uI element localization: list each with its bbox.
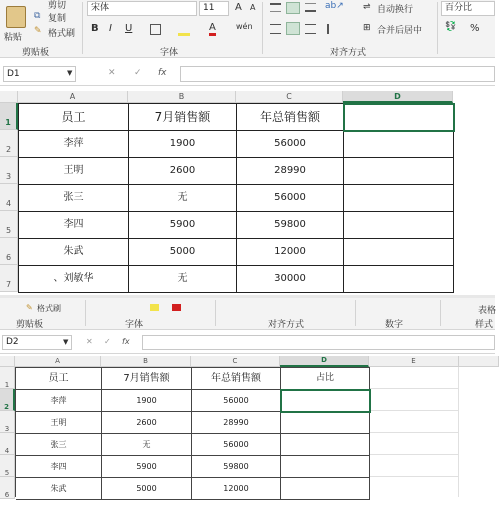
col-header-C[interactable]: C bbox=[236, 91, 343, 103]
align-right-icon[interactable] bbox=[305, 24, 316, 34]
fill-color-icon[interactable] bbox=[178, 24, 190, 36]
col-E-gridlines bbox=[369, 367, 459, 497]
col-header-A-2[interactable]: A bbox=[15, 356, 101, 367]
cell-D4-2[interactable] bbox=[281, 434, 370, 456]
confirm-icon-2[interactable]: ✓ bbox=[104, 337, 111, 346]
align-center-icon[interactable] bbox=[286, 22, 300, 35]
merge-center-icon: ⊞ bbox=[363, 23, 371, 33]
grid-bottom bbox=[0, 354, 495, 499]
active-cell-D1 bbox=[343, 103, 455, 132]
cell-D3-2[interactable] bbox=[281, 412, 370, 434]
wrap-text-icon: ⇌ bbox=[363, 2, 371, 12]
cell-B3[interactable]: 2600 bbox=[129, 158, 237, 185]
header-cell-annual-sales-2[interactable]: 年总销售额 bbox=[192, 368, 281, 390]
header-cell-employee[interactable]: 员工 bbox=[19, 104, 129, 131]
row-header-3-2[interactable]: 3 bbox=[0, 411, 15, 433]
cell-D4[interactable] bbox=[344, 185, 454, 212]
cell-B6-2[interactable]: 5000 bbox=[102, 478, 192, 500]
cell-D7[interactable] bbox=[344, 266, 454, 293]
col-header-C-2[interactable]: C bbox=[191, 356, 280, 367]
cell-B4-2[interactable]: 无 bbox=[102, 434, 192, 456]
cell-B6[interactable]: 5000 bbox=[129, 239, 237, 266]
align-bottom-icon[interactable] bbox=[305, 3, 316, 12]
name-box-2[interactable]: D2 bbox=[2, 335, 72, 350]
row-header-5-2[interactable]: 5 bbox=[0, 455, 15, 477]
row-header-6[interactable]: 6 bbox=[0, 238, 18, 265]
cell-A7[interactable]: 、刘敏华 bbox=[19, 266, 129, 293]
grid-top bbox=[0, 86, 495, 294]
name-box-dropdown-icon[interactable]: ▼ bbox=[67, 69, 73, 77]
ribbon-top bbox=[0, 0, 495, 58]
select-all-corner-2[interactable] bbox=[0, 356, 15, 367]
shrink-font-button[interactable]: A bbox=[250, 3, 256, 12]
format-painter-icon-2: ✎ bbox=[26, 303, 33, 312]
header-cell-july-sales-2[interactable]: 7月销售额 bbox=[102, 368, 192, 390]
name-box[interactable]: D1 bbox=[3, 66, 76, 82]
cell-C7[interactable]: 30000 bbox=[237, 266, 344, 293]
cell-B2[interactable]: 1900 bbox=[129, 131, 237, 158]
cell-C4-2[interactable]: 56000 bbox=[192, 434, 281, 456]
cell-C3-2[interactable]: 28990 bbox=[192, 412, 281, 434]
clipboard-group-label: 剪贴板 bbox=[22, 48, 50, 58]
header-cell-july-sales[interactable]: 7月销售额 bbox=[129, 104, 237, 131]
cell-C6[interactable]: 12000 bbox=[237, 239, 344, 266]
copy-icon: ⧉ bbox=[34, 11, 41, 21]
active-cell-D2-2 bbox=[280, 389, 371, 413]
row-header-2[interactable]: 2 bbox=[0, 130, 18, 157]
cell-B5-2[interactable]: 5900 bbox=[102, 456, 192, 478]
cell-A2-2[interactable]: 李萍 bbox=[16, 390, 102, 412]
col-header-A[interactable]: A bbox=[18, 91, 128, 103]
table-bottom bbox=[15, 367, 370, 497]
col-header-D-2[interactable]: D bbox=[280, 356, 369, 367]
cancel-icon[interactable]: ✕ bbox=[108, 68, 116, 78]
merge-center-button[interactable]: 合并后居中 bbox=[377, 26, 423, 36]
grow-font-button[interactable]: A bbox=[235, 2, 242, 13]
font-group-label-2: 字体 bbox=[125, 320, 144, 330]
cell-C6-2[interactable]: 12000 bbox=[192, 478, 281, 500]
indent-icon[interactable] bbox=[327, 24, 337, 34]
cell-A4[interactable]: 张三 bbox=[19, 185, 129, 212]
cell-C5[interactable]: 59800 bbox=[237, 212, 344, 239]
cancel-icon-2[interactable]: ✕ bbox=[86, 337, 93, 346]
paste-icon[interactable] bbox=[6, 6, 26, 28]
row-header-7[interactable]: 7 bbox=[0, 265, 18, 292]
header-cell-annual-sales[interactable]: 年总销售额 bbox=[237, 104, 344, 131]
header-cell-ratio-2[interactable]: 占比 bbox=[281, 368, 370, 390]
header-cell-employee-2[interactable]: 员工 bbox=[16, 368, 102, 390]
cell-A5-2[interactable]: 李四 bbox=[16, 456, 102, 478]
number-group-label-2: 数字 bbox=[385, 320, 404, 330]
cell-B7[interactable]: 无 bbox=[129, 266, 237, 293]
phonetic-button[interactable]: wén bbox=[236, 22, 253, 31]
row-header-2-2[interactable]: 2 bbox=[0, 389, 15, 411]
fill-color-icon-2[interactable] bbox=[150, 304, 159, 311]
row-header-1-2[interactable]: 1 bbox=[0, 367, 15, 389]
row-header-4-2[interactable]: 4 bbox=[0, 433, 15, 455]
copy-button[interactable]: 复制 bbox=[48, 14, 67, 24]
cell-C3[interactable]: 28990 bbox=[237, 158, 344, 185]
row-header-3[interactable]: 3 bbox=[0, 157, 18, 184]
col-header-D[interactable]: D bbox=[343, 91, 453, 103]
format-painter-button[interactable]: 格式刷 bbox=[48, 29, 76, 39]
cell-A4-2[interactable]: 张三 bbox=[16, 434, 102, 456]
underline-button[interactable]: U bbox=[125, 23, 133, 34]
cell-A3[interactable]: 王明 bbox=[19, 158, 129, 185]
borders-icon[interactable] bbox=[150, 24, 161, 35]
table-style-label-2: 表格 bbox=[478, 306, 497, 316]
font-color-icon-2[interactable] bbox=[172, 304, 181, 311]
cell-B5[interactable]: 5900 bbox=[129, 212, 237, 239]
insert-function-icon-2[interactable]: fx bbox=[122, 337, 130, 346]
table-top bbox=[18, 103, 454, 293]
align-top-icon[interactable] bbox=[270, 3, 281, 12]
cell-A6-2[interactable]: 朱武 bbox=[16, 478, 102, 500]
number-format-select[interactable]: 百分比 bbox=[441, 1, 495, 16]
italic-button[interactable]: I bbox=[109, 23, 112, 34]
align-middle-icon[interactable] bbox=[286, 2, 300, 14]
align-group-label: 对齐方式 bbox=[330, 48, 367, 58]
cell-D6[interactable] bbox=[344, 239, 454, 266]
cell-C2-2[interactable]: 56000 bbox=[192, 390, 281, 412]
orientation-icon[interactable]: ab↗ bbox=[325, 1, 344, 11]
formula-input[interactable] bbox=[180, 66, 495, 82]
percent-button[interactable]: % bbox=[470, 23, 480, 34]
cell-A3-2[interactable]: 王明 bbox=[16, 412, 102, 434]
row-header-1[interactable]: 1 bbox=[0, 103, 18, 130]
format-painter-icon: ✎ bbox=[34, 26, 42, 36]
font-size-select[interactable]: 11 bbox=[199, 1, 229, 16]
cut-button[interactable]: 剪切 bbox=[48, 1, 67, 11]
cell-D6-2[interactable] bbox=[281, 478, 370, 500]
col-header-E-2[interactable]: E bbox=[369, 356, 459, 367]
formula-input-2[interactable] bbox=[142, 335, 495, 350]
formula-bar-bottom bbox=[0, 330, 495, 354]
cell-D3[interactable] bbox=[344, 158, 454, 185]
cell-A2[interactable]: 李萍 bbox=[19, 131, 129, 158]
cell-D5[interactable] bbox=[344, 212, 454, 239]
styles-group-label-2: 样式 bbox=[475, 320, 494, 330]
cell-A5[interactable]: 李四 bbox=[19, 212, 129, 239]
cell-C2[interactable]: 56000 bbox=[237, 131, 344, 158]
col-header-B-2[interactable]: B bbox=[101, 356, 191, 367]
font-family-select[interactable]: 宋体 bbox=[87, 1, 197, 16]
confirm-icon[interactable]: ✓ bbox=[134, 68, 142, 78]
cell-B2-2[interactable]: 1900 bbox=[102, 390, 192, 412]
formula-bar-top bbox=[0, 58, 495, 86]
clipboard-group-label-2: 剪贴板 bbox=[16, 320, 44, 330]
row-header-6-2[interactable]: 6 bbox=[0, 477, 15, 499]
align-left-icon[interactable] bbox=[270, 24, 281, 34]
cell-A6[interactable]: 朱武 bbox=[19, 239, 129, 266]
name-box-dropdown-icon-2[interactable]: ▼ bbox=[63, 338, 69, 346]
paste-button[interactable]: 粘贴 bbox=[4, 33, 23, 43]
ribbon-bottom bbox=[0, 298, 495, 330]
insert-function-icon[interactable]: fx bbox=[158, 68, 167, 78]
col-header-B[interactable]: B bbox=[128, 91, 236, 103]
cell-C4[interactable]: 56000 bbox=[237, 185, 344, 212]
cell-B3-2[interactable]: 2600 bbox=[102, 412, 192, 434]
cell-B4[interactable]: 无 bbox=[129, 185, 237, 212]
wrap-text-button[interactable]: 自动换行 bbox=[377, 5, 414, 15]
bold-button[interactable]: B bbox=[91, 23, 99, 34]
select-all-corner[interactable] bbox=[0, 91, 18, 103]
currency-icon[interactable]: 💱 bbox=[445, 22, 457, 32]
col-header-F-2[interactable] bbox=[459, 356, 499, 367]
row-header-4[interactable]: 4 bbox=[0, 184, 18, 211]
row-header-5[interactable]: 5 bbox=[0, 211, 18, 238]
font-group-label: 字体 bbox=[160, 48, 179, 58]
cell-D5-2[interactable] bbox=[281, 456, 370, 478]
align-group-label-2: 对齐方式 bbox=[268, 320, 305, 330]
cell-D2[interactable] bbox=[344, 131, 454, 158]
format-painter-button-2[interactable]: 格式刷 bbox=[37, 304, 61, 313]
font-color-button[interactable]: A bbox=[209, 22, 216, 36]
cell-C5-2[interactable]: 59800 bbox=[192, 456, 281, 478]
